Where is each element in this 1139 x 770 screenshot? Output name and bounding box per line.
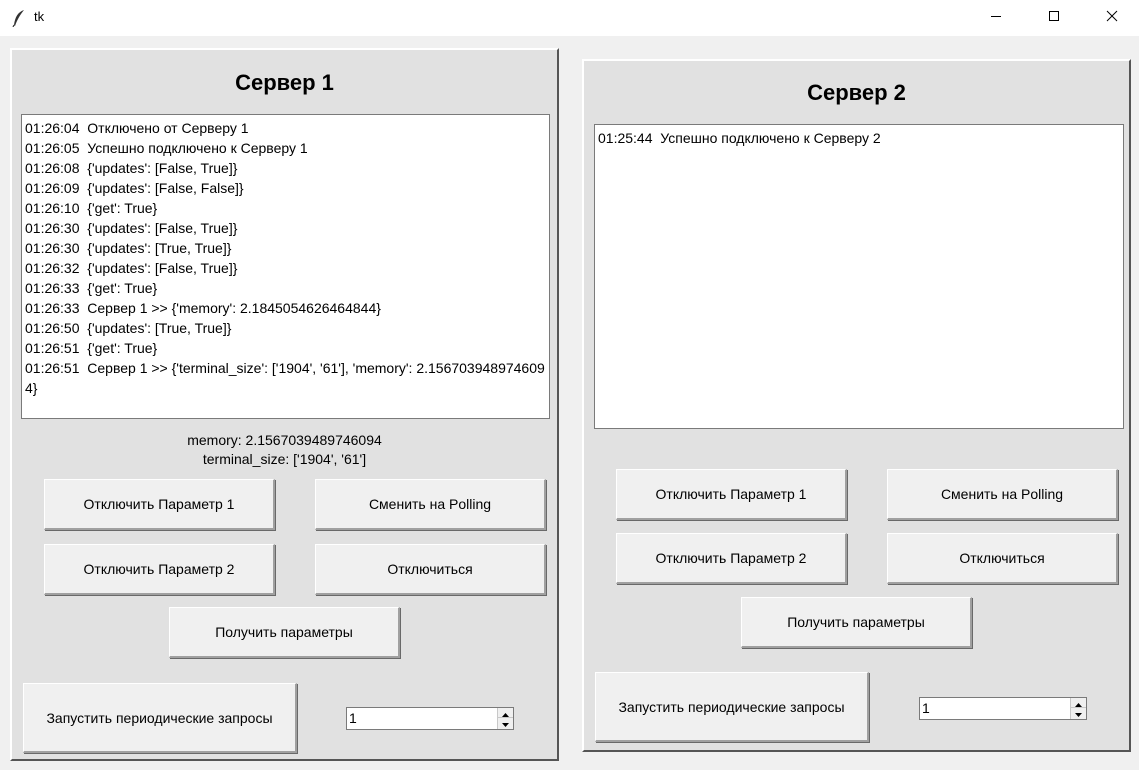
maximize-icon — [1048, 9, 1060, 27]
switch-polling-button[interactable]: Сменить на Polling — [315, 479, 546, 530]
log-line: 01:26:50 {'updates': [True, True]} — [25, 320, 232, 336]
log-line: 01:26:33 Сервер 1 >> {'memory': 2.1845054626464844} — [25, 300, 381, 316]
spin-down-arrow[interactable] — [498, 718, 513, 728]
spinbox-arrows — [497, 708, 513, 729]
close-button[interactable] — [1083, 0, 1139, 36]
interval-value: 1 — [349, 710, 357, 726]
server1-log[interactable] — [21, 114, 550, 419]
server1-title: Сервер 1 — [235, 70, 334, 95]
title-bar — [0, 0, 1139, 36]
toggle-param1-button[interactable]: Отключить Параметр 1 — [616, 469, 847, 520]
log-line: 01:26:10 {'get': True} — [25, 200, 158, 216]
log-line: 01:26:32 {'updates': [False, True]} — [25, 260, 238, 276]
server2-title: Сервер 2 — [807, 80, 906, 105]
feather-icon — [12, 9, 26, 27]
interval-spinbox[interactable] — [346, 707, 514, 730]
toggle-param2-button[interactable]: Отключить Параметр 2 — [616, 533, 847, 584]
server2-log[interactable] — [594, 124, 1124, 429]
toggle-param2-button[interactable]: Отключить Параметр 2 — [44, 544, 275, 595]
log-line: 01:26:04 Отключено от Серверу 1 — [25, 120, 249, 136]
switch-polling-button[interactable]: Сменить на Polling — [887, 469, 1118, 520]
memory-value: memory: 2.1567039489746094 — [187, 432, 382, 448]
get-params-button[interactable]: Получить параметры — [169, 607, 400, 658]
chevron-down-icon — [1075, 704, 1082, 722]
start-periodic-button[interactable]: Запустить периодические запросы — [23, 683, 297, 753]
window-title: tk — [34, 9, 45, 24]
server1-panel — [10, 48, 559, 761]
log-line: 01:26:30 {'updates': [True, True]} — [25, 240, 232, 256]
log-line: 01:26:33 {'get': True} — [25, 280, 158, 296]
spinbox-arrows — [1070, 698, 1086, 719]
start-periodic-button[interactable]: Запустить периодические запросы — [595, 672, 869, 742]
terminal-size-value: terminal_size: ['1904', '61'] — [202, 451, 367, 467]
log-line: 01:26:51 {'get': True} — [25, 340, 158, 356]
log-line: 01:26:51 Сервер 1 >> {'terminal_size': ['1904', '61'], 'memory': 2.1567039489746094} — [25, 360, 545, 396]
log-line: 01:26:08 {'updates': [False, True]} — [25, 160, 238, 176]
toggle-param1-button[interactable]: Отключить Параметр 1 — [44, 479, 275, 530]
spin-down-arrow[interactable] — [1071, 708, 1086, 718]
close-icon — [1106, 9, 1118, 27]
log-line: 01:26:05 Успешно подключено к Серверу 1 — [25, 140, 308, 156]
get-params-button[interactable]: Получить параметры — [741, 597, 972, 648]
interval-value: 1 — [922, 700, 930, 716]
log-line: 01:26:09 {'updates': [False, False]} — [25, 180, 244, 196]
minimize-icon — [990, 9, 1002, 27]
disconnect-button[interactable]: Отключиться — [315, 544, 546, 595]
server2-panel — [582, 59, 1131, 752]
interval-spinbox[interactable] — [919, 697, 1087, 720]
server1-params-info — [12, 431, 557, 469]
disconnect-button[interactable]: Отключиться — [887, 533, 1118, 584]
chevron-down-icon — [502, 714, 509, 732]
minimize-button[interactable] — [967, 0, 1025, 36]
log-line: 01:25:44 Успешно подключено к Серверу 2 — [598, 130, 881, 146]
log-line: 01:26:30 {'updates': [False, True]} — [25, 220, 238, 236]
maximize-button[interactable] — [1025, 0, 1083, 36]
